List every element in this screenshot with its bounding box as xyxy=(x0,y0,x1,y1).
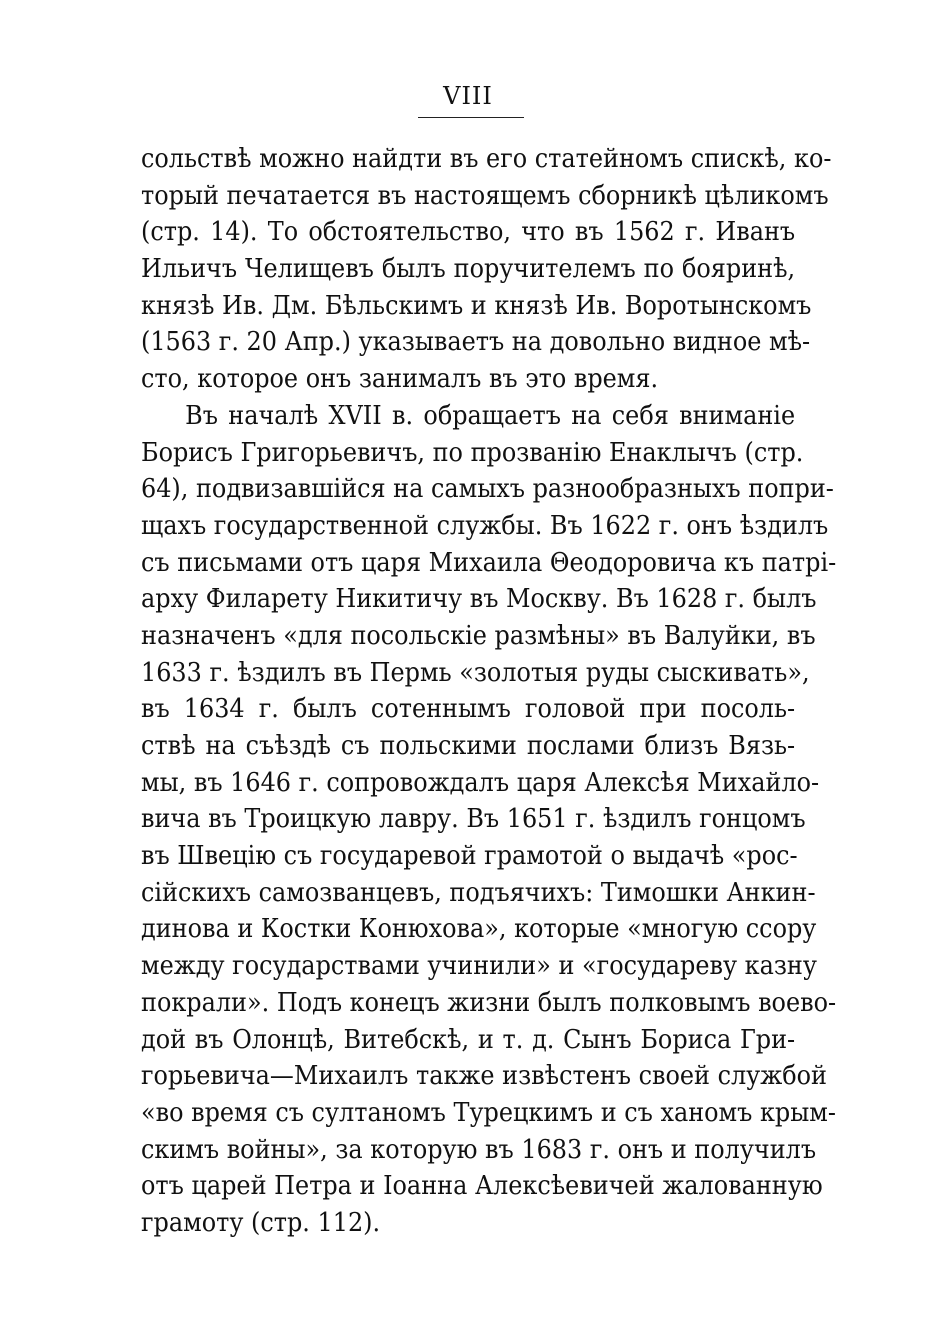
text-line: ствѣ на съѣздѣ съ польскими послами близъ Вязь- xyxy=(141,731,796,761)
text-line: торый печатается въ настоящемъ сборникѣ цѣликомъ xyxy=(141,180,829,211)
body-text xyxy=(141,141,837,1242)
text-line: съ письмами отъ царя Михаила Θеодоровича къ патрі- xyxy=(141,547,837,578)
text-line: щахъ государственной службы. Въ 1622 г. онъ ѣздилъ xyxy=(141,510,829,541)
text-line: (стр. 14). То обстоятельство, что въ 1562 г. Иванъ xyxy=(141,217,796,248)
text-line: покрали». Подъ конецъ жизни былъ полковымъ воево- xyxy=(141,987,837,1018)
text-line: отъ царей Петра и Іоанна Алексѣевичей жалованную xyxy=(141,1171,823,1202)
text-line: (1563 г. 20 Апр.) указываетъ на довольно видное мѣ- xyxy=(141,327,811,358)
text-line: Въ началѣ XVII в. обращаетъ на себя вниманіе xyxy=(185,400,796,431)
text-line: мы, въ 1646 г. сопровождалъ царя Алексѣя Михайло- xyxy=(141,767,820,798)
text-line: горьевича—Михаилъ также извѣстенъ своей службой xyxy=(141,1061,828,1092)
header-rule xyxy=(418,117,524,118)
text-line: сольствѣ можно найдти въ его статейномъ спискѣ, ко- xyxy=(141,144,832,174)
text-line: 1633 г. ѣздилъ въ Пермь «золотыя руды сыскивать», xyxy=(141,657,810,688)
text-line: сто, которое онъ занималъ въ это время. xyxy=(141,364,659,395)
text-line: Борисъ Григорьевичъ, по прозванію Енаклычъ (стр. xyxy=(141,437,804,468)
text-line: вича въ Троицкую лавру. Въ 1651 г. ѣздилъ гонцомъ xyxy=(141,804,806,835)
text-line: Ильичъ Челищевъ былъ поручителемъ по бояринѣ, xyxy=(141,254,796,285)
text-line: сійскихъ самозванцевъ, подъячихъ: Тимошки Анкин- xyxy=(141,877,816,908)
text-line: въ 1634 г. былъ сотеннымъ головой при посоль- xyxy=(141,694,796,725)
text-line: 64), подвизавшійся на самыхъ разнообразныхъ попри- xyxy=(141,474,834,505)
text-line: въ Швецію съ государевой грамотой о выдачѣ «рос- xyxy=(141,841,798,872)
text-line: скимъ войны», за которую въ 1683 г. онъ и получилъ xyxy=(141,1134,817,1165)
text-line: динова и Костки Конюхова», которые «многую ссору xyxy=(141,914,817,945)
page-number: VIII xyxy=(443,82,493,110)
text-line: князѣ Ив. Дм. Бѣльскимъ и князѣ Ив. Воротынскомъ xyxy=(141,290,812,321)
text-line: дой въ Олонцѣ, Витебскѣ, и т. д. Сынъ Бориса Гри- xyxy=(141,1024,796,1055)
text-line: грамоту (стр. 112). xyxy=(141,1207,381,1238)
text-line: назначенъ «для посольскіе размѣны» въ Валуйки, въ xyxy=(141,620,816,651)
text-line: «во время съ султаномъ Турецкимъ и съ ханомъ крым- xyxy=(141,1097,836,1128)
text-line: арху Филарету Никитичу въ Москву. Въ 1628 г. былъ xyxy=(141,584,817,615)
text-line: между государствами учинили» и «государеву казну xyxy=(141,951,817,982)
